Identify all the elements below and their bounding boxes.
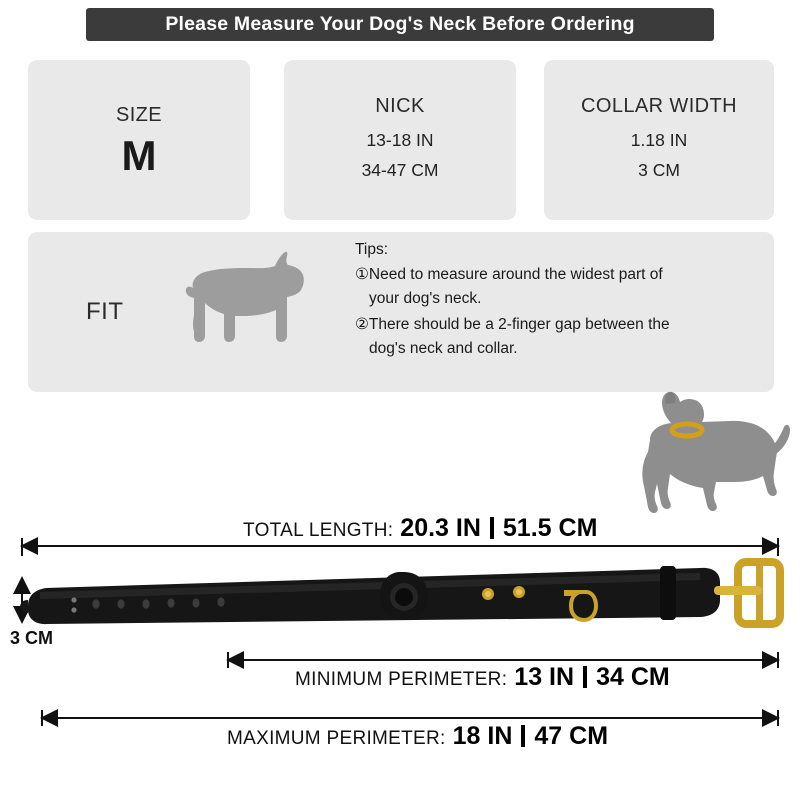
total-length-inches: 20.3 IN xyxy=(400,514,481,542)
minimum-perimeter-inches: 13 IN xyxy=(514,663,575,691)
spec-card-nick xyxy=(284,60,516,220)
separator-bar xyxy=(583,666,587,688)
separator-bar xyxy=(521,725,525,747)
total-length-measurement xyxy=(243,514,597,543)
fit-card-label: FIT xyxy=(86,298,124,325)
collar-height-label: 3 CM xyxy=(10,628,54,648)
dog-with-collar-icon xyxy=(610,388,800,518)
spec-card-nick-inches: 13-18 IN xyxy=(366,129,434,150)
spec-card-size-label: SIZE xyxy=(115,103,163,126)
spec-card-nick-label: NICK xyxy=(375,94,425,117)
header-banner xyxy=(86,8,714,41)
spec-card-collar-width xyxy=(544,60,774,220)
spec-card-nick-cm: 34-47 CM xyxy=(361,159,439,180)
minimum-perimeter-cm: 34 CM xyxy=(596,663,670,691)
header-banner-text: Please Measure Your Dog's Neck Before Ordering xyxy=(165,13,635,35)
maximum-perimeter-label: MAXIMUM PERIMETER: xyxy=(227,728,446,749)
spec-card-size xyxy=(28,60,250,220)
tip-item xyxy=(355,313,755,361)
dog-silhouette-icon xyxy=(175,248,315,358)
tip-1-marker: ① xyxy=(355,266,369,283)
spec-card-size-value: M xyxy=(121,131,157,179)
tip-2-line1: There should be a 2-finger gap between the xyxy=(368,316,670,334)
tip-1-line2: your dog's neck. xyxy=(369,290,482,308)
tip-item xyxy=(355,263,755,311)
tip-2-line2: dog's neck and collar. xyxy=(369,340,518,358)
dog-collar-product-icon xyxy=(20,560,780,626)
spec-card-collar-width-cm: 3 CM xyxy=(638,159,680,180)
tips-title: Tips: xyxy=(355,241,389,258)
tips-block xyxy=(355,241,755,363)
minimum-perimeter-measurement xyxy=(295,663,670,692)
minimum-perimeter-label: MINIMUM PERIMETER: xyxy=(295,669,508,690)
total-length-label: TOTAL LENGTH: xyxy=(243,520,394,541)
maximum-perimeter-cm: 47 CM xyxy=(534,722,609,750)
tip-2-marker: ② xyxy=(355,316,369,334)
spec-card-collar-width-label: COLLAR WIDTH xyxy=(581,94,737,117)
maximum-perimeter-inches: 18 IN xyxy=(452,722,513,750)
maximum-perimeter-measurement xyxy=(227,722,608,751)
total-length-cm: 51.5 CM xyxy=(502,514,598,542)
spec-card-collar-width-inches: 1.18 IN xyxy=(630,129,688,150)
tip-1-line1: Need to measure around the widest part of xyxy=(368,266,663,283)
separator-bar xyxy=(490,517,494,539)
